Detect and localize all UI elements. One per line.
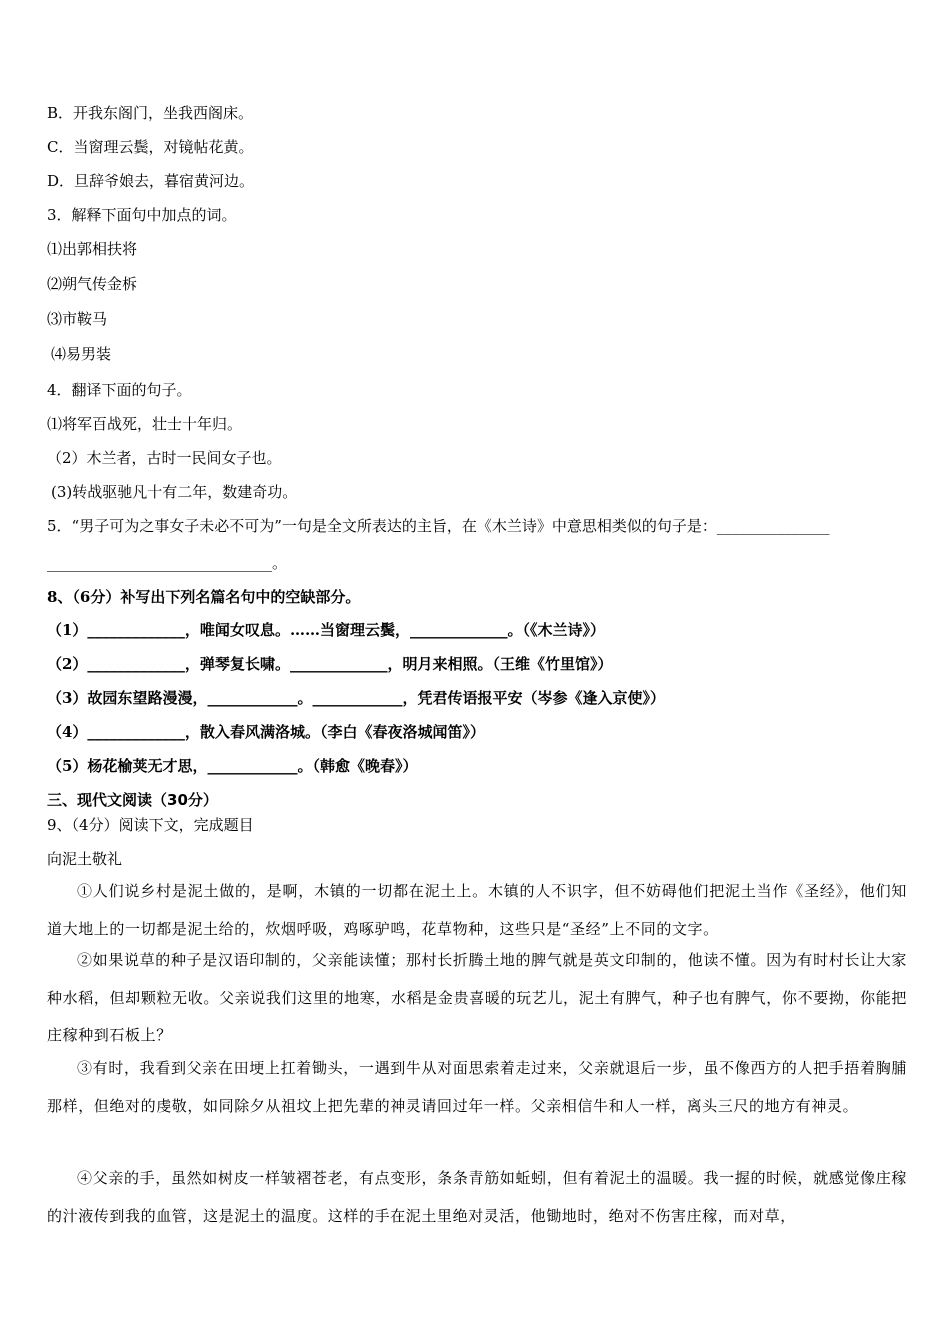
question-3-item-4: ⑷易男装 (51, 345, 112, 363)
question-8-item-4: （4）_____________，散入春风满洛城。（李白《春夜洛城闻笛》） (47, 723, 485, 741)
article-paragraph-2: ②如果说草的种子是汉语印制的，父亲能读懂；那村长折腾土地的脾气就是英文印制的，他读不懂。因为有时村长让大家种水稻，但却颗粒无收。父亲说我们这里的地寒，水稻是金贵喜暖的玩艺儿，泥土有脾气，种子也有脾气，你不要拗，你能把庄稼种到石板上？ (47, 951, 907, 1044)
question-8-item-1: （1）_____________，唯闻女叹息。……当窗理云鬓，_____________。（《木兰诗》） (47, 621, 605, 639)
section-heading: 三、现代文阅读（30分） (47, 791, 218, 809)
question-3-item-2: ⑵朔气传金柝 (47, 275, 138, 293)
question-8-title: 8、（6分）补写出下列名篇名句中的空缺部分。 (47, 588, 361, 606)
question-9-title: 9、（4分）阅读下文，完成题目 (47, 816, 254, 834)
question-8-item-2: （2）_____________，弹琴复长啸。_____________，明月来相照。（王维《竹里馆》） (47, 655, 613, 673)
question-4-item-1: ⑴将军百战死，壮士十年归。 (47, 415, 243, 433)
article-paragraph-4: ④父亲的手，虽然如树皮一样皱褶苍老，有点变形，条条青筋如蚯蚓，但有着泥土的温暖。我一握的时候，就感觉像庄稼的汁液传到我的血管，这是泥土的温度。这样的手在泥土里绝对灵活，他锄地时，绝对不伤害庄稼，而对草， (47, 1169, 907, 1225)
article-paragraph-1: ①人们说乡村是泥土做的，是啊，木镇的一切都在泥土上。木镇的人不识字，但不妨碍他们把泥土当作《圣经》，他们知道大地上的一切都是泥土给的，炊烟呼吸，鸡啄驴鸣，花草物种，这些只是“圣经”上不同的文字。 (47, 882, 907, 938)
question-5-line-1: 5．“男子可为之事女子未必不可为”一句是全文所表达的主旨，在《木兰诗》中意思相类似的句子是：_______________ (47, 517, 830, 535)
option-b: B．开我东阁门，坐我西阁床。 (47, 104, 254, 122)
option-c: C．当窗理云鬓，对镜帖花黄。 (47, 138, 254, 156)
question-3-title: 3．解释下面句中加点的词。 (47, 206, 237, 224)
question-5-line-2: ______________________________。 (47, 554, 288, 572)
question-3-item-1: ⑴出郭相扶将 (47, 240, 138, 258)
question-3-item-3: ⑶市鞍马 (47, 310, 108, 328)
question-8-item-3: （3）故园东望路漫漫，____________。____________，凭君传语报平安（岑参《逢入京使》） (47, 689, 665, 707)
article-paragraph-3: ③有时，我看到父亲在田埂上扛着锄头，一遇到牛从对面思索着走过来，父亲就退后一步，虽不像西方的人把手捂着胸脯那样，但绝对的虔敬，如同除夕从祖坟上把先辈的神灵请回过年一样。父亲相信牛和人一样，离头三尺的地方有神灵。 (47, 1059, 907, 1115)
option-d: D．旦辞爷娘去，暮宿黄河边。 (47, 172, 255, 190)
question-4-item-2: （2）木兰者，古时一民间女子也。 (47, 449, 282, 467)
question-4-item-3: (3)转战驱驰凡十有二年，数建奇功。 (51, 483, 298, 501)
question-8-item-5: （5）杨花榆荚无才思，____________。（韩愈《晚春》） (47, 757, 418, 775)
question-4-title: 4．翻译下面的句子。 (47, 381, 192, 399)
article-title: 向泥土敬礼 (47, 850, 123, 868)
